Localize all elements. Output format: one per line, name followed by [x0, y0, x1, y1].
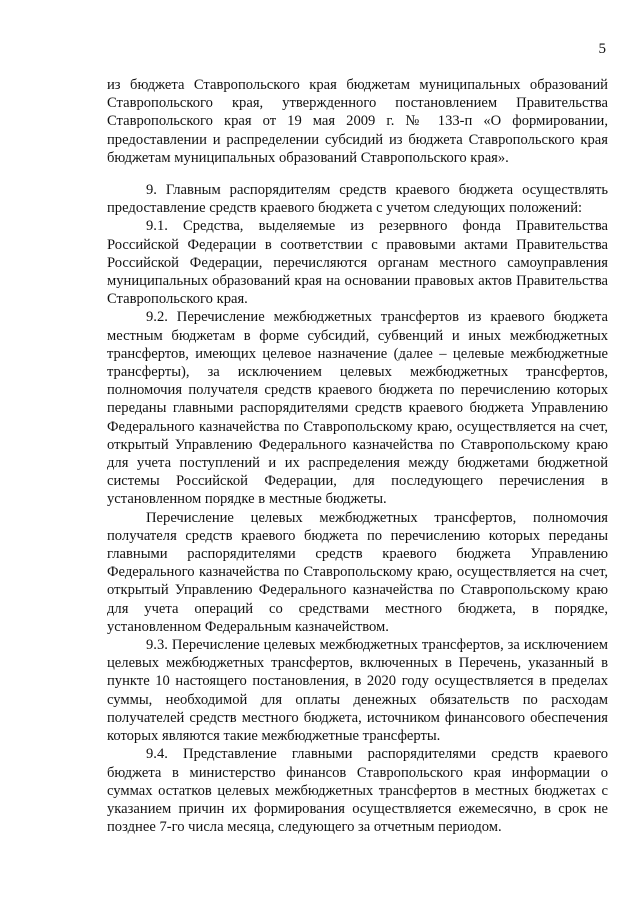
paragraph-9: 9. Главным распорядителям средств краевого бюджета осуществлять предоставление средств краевого бюджета с учетом следующих положений:	[107, 182, 608, 217]
paragraph-continuation: из бюджета Ставропольского края бюджетам муниципальных образований Ставропольского края, утвержденного постановлением Правительства Ставропольского края от 19 мая 2009 г. № 133-п «О формировании, предоставлении и распределении субсидий из бюджета Ставропольского края бюджетам муниципальных образований Ставропольского края».	[107, 77, 608, 166]
continuation-block	[107, 76, 608, 167]
paragraph-9-4: 9.4. Представление главными распорядителями средств краевого бюджета в министерство финансов Ставропольского края информации о суммах остатков целевых межбюджетных трансфертов в местных бюджетах с указанием причин их формирования осуществляется ежемесячно, в срок не позднее 7-го числа месяца, следующего за отчетным периодом.	[107, 746, 608, 836]
paragraph-9-3: 9.3. Перечисление целевых межбюджетных трансфертов, за исключением целевых межбюджетных трансфертов, включенных в Перечень, указанный в пункте 10 настоящего постановления, в 2020 году осуществляется в пределах суммы, необходимой для оплаты денежных обязательств по расходам получателей средств местного бюджета, источником финансового обеспечения которых являются такие межбюджетные трансферты.	[107, 637, 608, 745]
section-9-block	[107, 181, 608, 836]
paragraph-9-1: 9.1. Средства, выделяемые из резервного фонда Правительства Российской Федерации в соответствии с правовыми актами Правительства Российской Федерации, перечисляются органам местного самоуправления муниципальных образований края на основании правовых актов Правительства Ставропольского края.	[107, 218, 608, 308]
paragraph-9-2: 9.2. Перечисление межбюджетных трансфертов из краевого бюджета местным бюджетам в форме субсидий, субвенций и иных межбюджетных трансфертов, имеющих целевое назначение (далее – целевые межбюджетные трансферты), за исключением целевых межбюджетных трансфертов, полномочия получателя средств краевого бюджета по перечислению которых переданы главными распорядителями средств краевого бюджета Управлению Федерального казначейства по Ставропольскому краю, осуществляется на счет, открытый Управлению Федерального казначейства по Ставропольскому краю для учета поступлений и их распределения между бюджетами бюджетной системы Российской Федерации, для последующего перечисления в установленном порядке в местные бюджеты.	[107, 309, 608, 508]
page-number: 5	[598, 41, 606, 57]
paragraph-9-2-continued: Перечисление целевых межбюджетных трансфертов, полномочия получателя средств краевого бюджета по перечислению которых переданы главными распорядителями средств краевого бюджета Управлению Федерального казначейства по Ставропольскому краю, осуществляется на счет, открытый Управлению Федерального казначейства по Ставропольскому краю для учета операций со средствами местного бюджета, в порядке, установленном Федеральным казначейством.	[107, 509, 608, 635]
